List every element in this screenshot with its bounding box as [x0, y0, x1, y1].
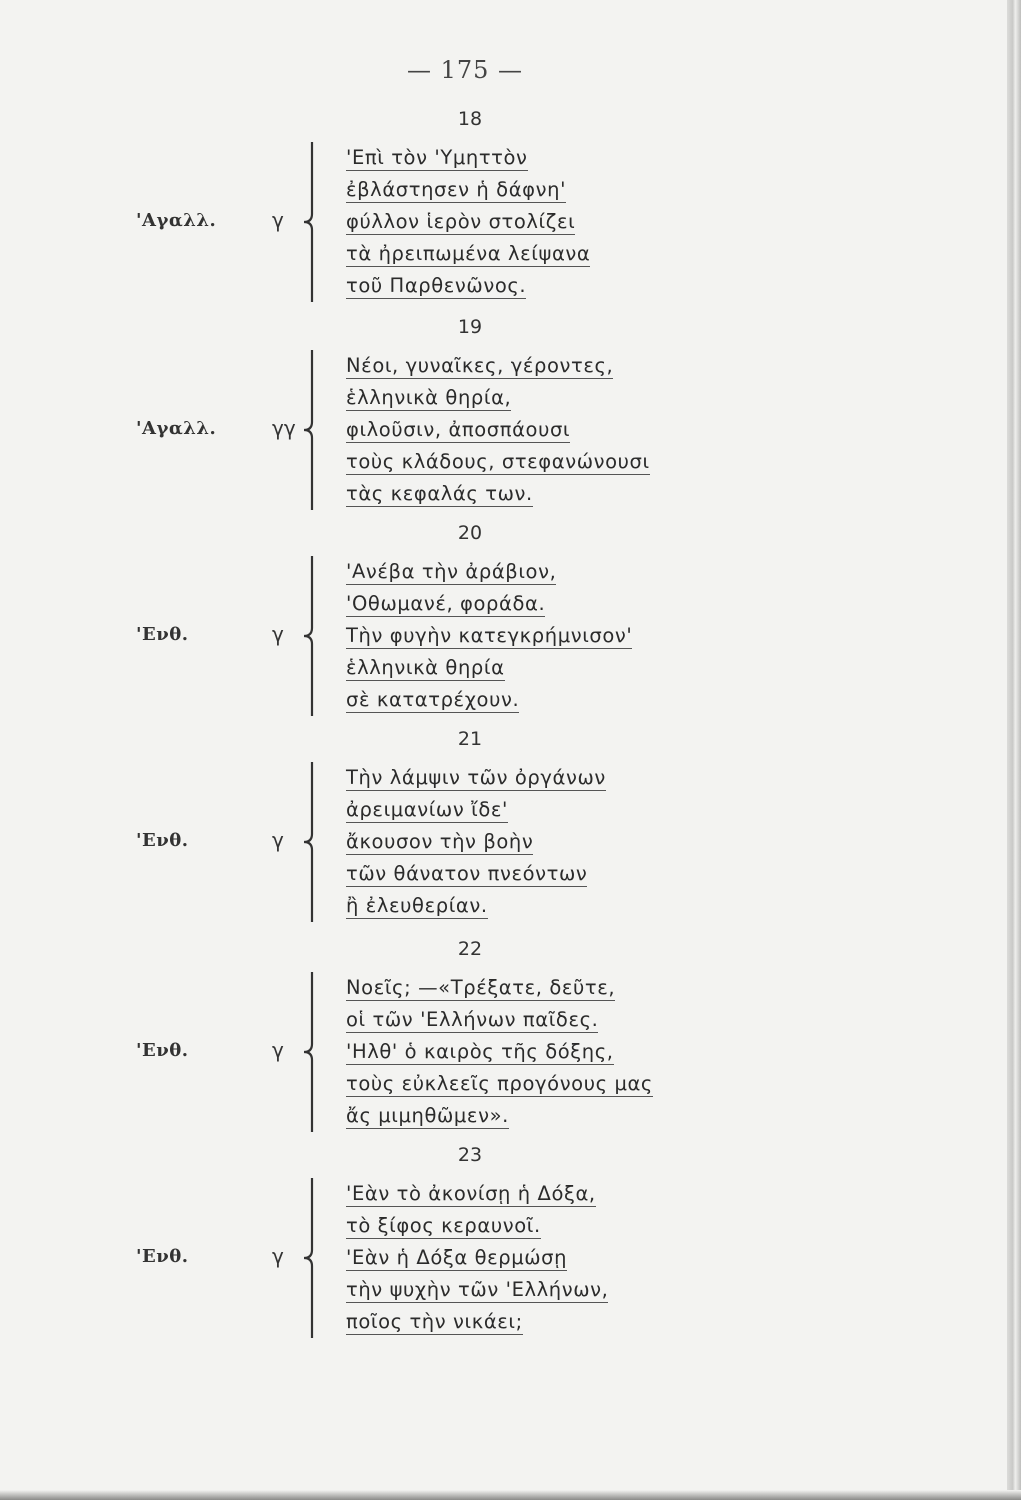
verse-lines	[346, 556, 632, 716]
verse-line-text: Τὴν φυγὴν κατεγκρήμνισον'	[346, 624, 633, 647]
mode-label: γγ	[272, 416, 296, 440]
stanza-number: 22	[457, 938, 483, 960]
speaker-label: 'Αγαλλ.	[136, 418, 217, 439]
verse-line-text: 'Ηλθ' ὁ καιρὸς τῆς δόξης,	[346, 1040, 614, 1063]
page-number: — 175 —	[406, 56, 524, 84]
verse-line-text: Τὴν λάμψιν τῶν ὀργάνων	[346, 766, 606, 789]
verse-line-text: φιλοῦσιν, ἀποσπάουσι	[346, 418, 571, 441]
verse-line	[346, 1306, 608, 1338]
verse-line	[346, 762, 606, 794]
stanza-23	[0, 1144, 1021, 1338]
verse-lines	[346, 972, 653, 1132]
verse-line	[346, 1274, 608, 1306]
verse-line	[346, 1210, 608, 1242]
verse-line	[346, 794, 606, 826]
verse-line	[346, 478, 650, 510]
verse-line	[346, 972, 653, 1004]
verse-line	[346, 890, 606, 922]
verse-line	[346, 142, 590, 174]
verse-line-text: τῶν θάνατον πνεόντων	[346, 862, 588, 885]
verse-line-text: 'Οθωμανέ, φοράδα.	[346, 592, 546, 615]
verse-line	[346, 858, 606, 890]
verse-line	[346, 382, 650, 414]
verse-line-text: 'Εὰν ἡ Δόξα θερμώσῃ	[346, 1246, 568, 1269]
verse-line-text: ποῖος τὴν νικάει;	[346, 1310, 523, 1333]
verse-line	[346, 270, 590, 302]
mode-label: γ	[272, 828, 284, 852]
stanza-number: 19	[457, 316, 483, 338]
verse-line-text: ἑλληνικὰ θηρία	[346, 656, 505, 679]
verse-line	[346, 174, 590, 206]
verse-line-text: Νοεῖς; —«Τρέξατε, δεῦτε,	[346, 976, 616, 999]
stanza-number: 18	[457, 108, 483, 130]
verse-line-text: τὰς κεφαλάς των.	[346, 482, 533, 505]
mode-label: γ	[272, 622, 284, 646]
verse-line	[346, 652, 632, 684]
verse-line-text: τοὺς κλάδους, στεφανώνουσι	[346, 450, 650, 473]
mode-label: γ	[272, 1038, 284, 1062]
verse-line-text: τοὺς εὐκλεεῖς προγόνους μας	[346, 1072, 653, 1095]
speaker-label: 'Ενθ.	[136, 830, 189, 851]
verse-line-text: οἱ τῶν 'Ελλήνων παῖδες.	[346, 1008, 599, 1031]
verse-line-text: ἢ ἐλευθερίαν.	[346, 894, 488, 917]
verse-line	[346, 1178, 608, 1210]
curly-brace-icon	[300, 970, 322, 1134]
verse-line	[346, 1242, 608, 1274]
verse-lines	[346, 142, 590, 302]
verse-line-text: ἄκουσον τὴν βοὴν	[346, 830, 534, 853]
speaker-label: 'Αγαλλ.	[136, 210, 217, 231]
verse-line-text: τὰ ἠρειπωμένα λείψανα	[346, 242, 591, 265]
verse-lines	[346, 1178, 608, 1338]
verse-lines	[346, 762, 606, 922]
verse-line-text: σὲ κατατρέχουν.	[346, 688, 520, 711]
stanza-number: 23	[457, 1144, 483, 1166]
verse-line	[346, 238, 590, 270]
verse-line-text: ἀρειμανίων ἴδε'	[346, 798, 508, 821]
verse-line-text: 'Επὶ τὸν 'Υμηττὸν	[346, 146, 528, 169]
verse-line	[346, 446, 650, 478]
verse-line	[346, 1068, 653, 1100]
speaker-label: 'Ενθ.	[136, 1040, 189, 1061]
curly-brace-icon	[300, 760, 322, 924]
stanza-19	[0, 316, 1021, 510]
verse-line	[346, 1100, 653, 1132]
verse-line	[346, 588, 632, 620]
verse-line	[346, 350, 650, 382]
curly-brace-icon	[300, 348, 322, 512]
stanza-22	[0, 938, 1021, 1132]
verse-line-text: τὴν ψυχὴν τῶν 'Ελλήνων,	[346, 1278, 609, 1301]
verse-line	[346, 1004, 653, 1036]
mode-label: γ	[272, 1244, 284, 1268]
curly-brace-icon	[300, 554, 322, 718]
verse-line-text: ἑλληνικὰ θηρία,	[346, 386, 512, 409]
verse-line-text: ἐβλάστησεν ἡ δάφνη'	[346, 178, 567, 201]
mode-label: γ	[272, 208, 284, 232]
verse-line	[346, 556, 632, 588]
stanza-number: 20	[457, 522, 483, 544]
verse-line	[346, 206, 590, 238]
stanza-18	[0, 108, 1021, 302]
verse-line-text: τὸ ξίφος κεραυνοῖ.	[346, 1214, 541, 1237]
curly-brace-icon	[300, 1176, 322, 1340]
speaker-label: 'Ενθ.	[136, 624, 189, 645]
verse-line-text: ἄς μιμηθῶμεν».	[346, 1104, 509, 1127]
verse-line	[346, 1036, 653, 1068]
speaker-label: 'Ενθ.	[136, 1246, 189, 1267]
stanza-21	[0, 728, 1021, 922]
verse-line	[346, 414, 650, 446]
curly-brace-icon	[300, 140, 322, 304]
verse-line	[346, 684, 632, 716]
verse-line-text: τοῦ Παρθενῶνος.	[346, 274, 527, 297]
verse-line	[346, 620, 632, 652]
verse-line-text: 'Ανέβα τὴν ἀράβιον,	[346, 560, 557, 583]
verse-line-text: 'Εὰν τὸ ἀκονίσῃ ἡ Δόξα,	[346, 1182, 596, 1205]
verse-line-text: φύλλον ἱερὸν στολίζει	[346, 210, 576, 233]
stanza-number: 21	[457, 728, 483, 750]
verse-lines	[346, 350, 650, 510]
bottom-edge	[0, 1490, 1021, 1500]
verse-line-text: Νέοι, γυναῖκες, γέροντες,	[346, 354, 614, 377]
verse-line	[346, 826, 606, 858]
stanza-20	[0, 522, 1021, 716]
